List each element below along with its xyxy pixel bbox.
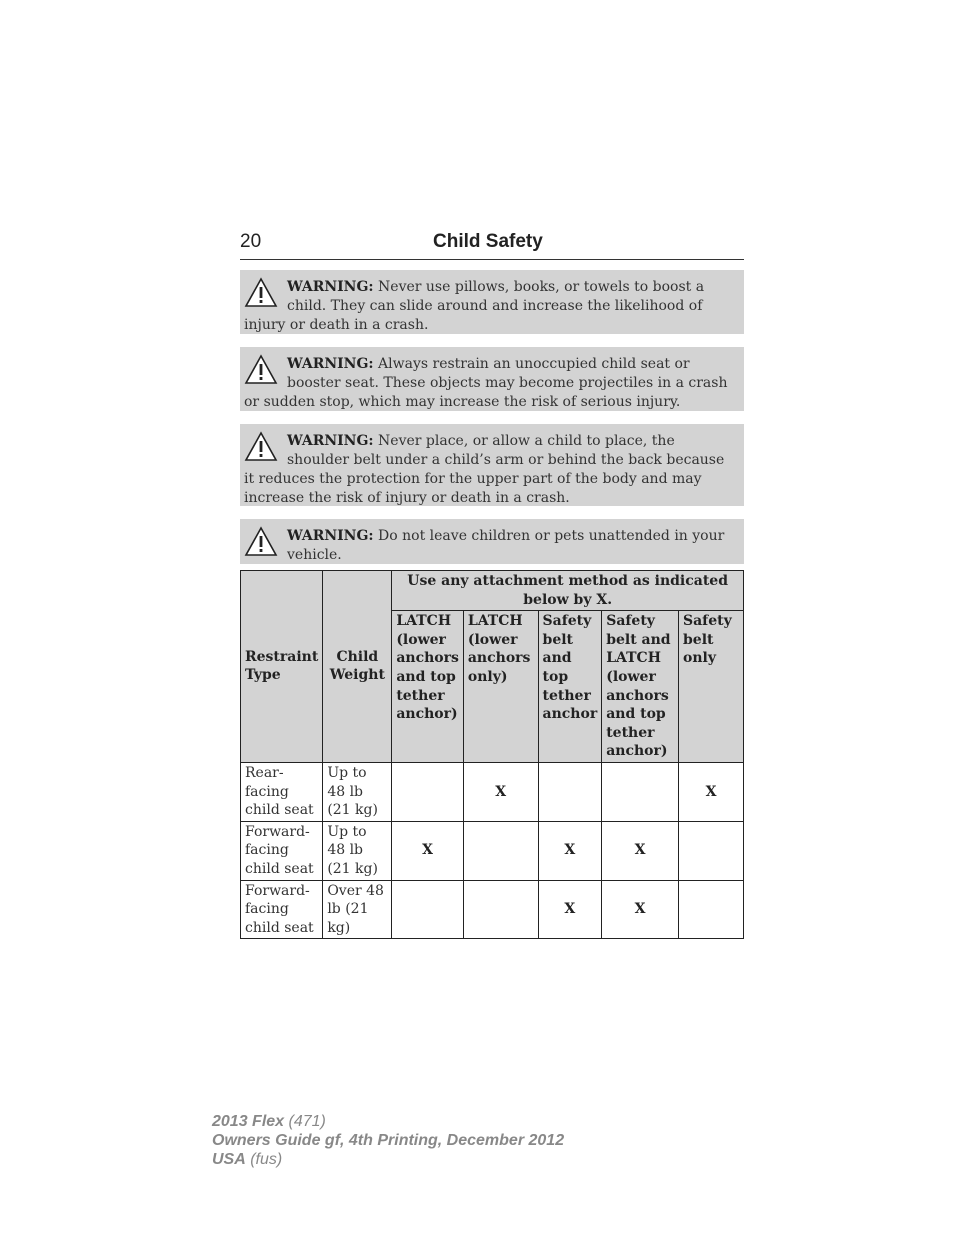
restraint-type-cell: Forward-facing child seat [241,821,323,880]
warning-label: WARNING: [287,433,374,449]
warning-box [240,424,744,506]
mark-cell [392,762,464,821]
mark-cell [679,821,744,880]
mark-cell [679,880,744,939]
header-method: LATCH (lower anchors only) [463,611,538,763]
child-weight-cell: Over 48 lb (21 kg) [323,880,392,939]
child-weight-cell: Up to 48 lb (21 kg) [323,821,392,880]
warning-label: WARNING: [287,356,374,372]
mark-cell: X [463,762,538,821]
header-child-weight: Child Weight [323,571,392,763]
page-number: 20 [240,231,262,252]
table-row [241,821,744,880]
warning-triangle-icon [244,354,278,386]
page-header [240,229,744,260]
mark-cell: X [538,821,602,880]
warning-box [240,347,744,411]
header-method: Safety belt and LATCH (lower anchors and top tether anchor) [602,611,679,763]
mark-cell [392,880,464,939]
warning-triangle-icon [244,431,278,463]
footer-guide-line [212,1131,564,1150]
table-header-row [241,571,744,611]
mark-cell: X [679,762,744,821]
warning-triangle-icon [244,277,278,309]
warning-text: Do not leave children or pets unattended in your vehicle. [287,528,725,563]
mark-cell: X [392,821,464,880]
footer-model-code: (471) [284,1113,326,1130]
section-title: Child Safety [433,231,543,252]
mark-cell: X [602,821,679,880]
mark-cell [463,880,538,939]
mark-cell [602,762,679,821]
warning-box [240,270,744,334]
footer-model-line [212,1112,564,1131]
header-method: Safety belt and top tether anchor [538,611,602,763]
warning-box [240,519,744,564]
warning-label: WARNING: [287,279,374,295]
page-footer [212,1112,564,1169]
header-restraint-type: Restraint Type [241,571,323,763]
warning-text: Never use pillows, books, or towels to boost a child. They can slide around and increase the likelihood of injury or death in a crash. [244,279,705,333]
child-weight-cell: Up to 48 lb (21 kg) [323,762,392,821]
header-attachment-group: Use any attachment method as indicated below by X. [392,571,744,611]
mark-cell [463,821,538,880]
table-row [241,880,744,939]
warning-text: Never place, or allow a child to place, the shoulder belt under a child’s arm or behind the back because it reduces the protection for the upper part of the body and may increase the risk of injury or death in a crash. [244,433,725,506]
attachment-method-table [240,570,744,939]
table-row [241,762,744,821]
restraint-type-cell: Rear-facing child seat [241,762,323,821]
footer-region-code: (fus) [245,1151,283,1168]
mark-cell [538,762,602,821]
footer-guide: Owners Guide gf, 4th Printing, December 2012 [212,1132,565,1149]
restraint-type-cell: Forward-facing child seat [241,880,323,939]
mark-cell: X [602,880,679,939]
warning-label: WARNING: [287,528,374,544]
header-method: Safety belt only [679,611,744,763]
header-method: LATCH (lower anchors and top tether anchor) [392,611,464,763]
footer-region-line [212,1150,564,1169]
footer-region: USA [212,1151,246,1168]
warning-text: Always restrain an unoccupied child seat or booster seat. These objects may become projectiles in a crash or sudden stop, which may increase the risk of serious injury. [244,356,728,410]
mark-cell: X [538,880,602,939]
footer-model: 2013 Flex [212,1113,285,1130]
warning-triangle-icon [244,526,278,558]
